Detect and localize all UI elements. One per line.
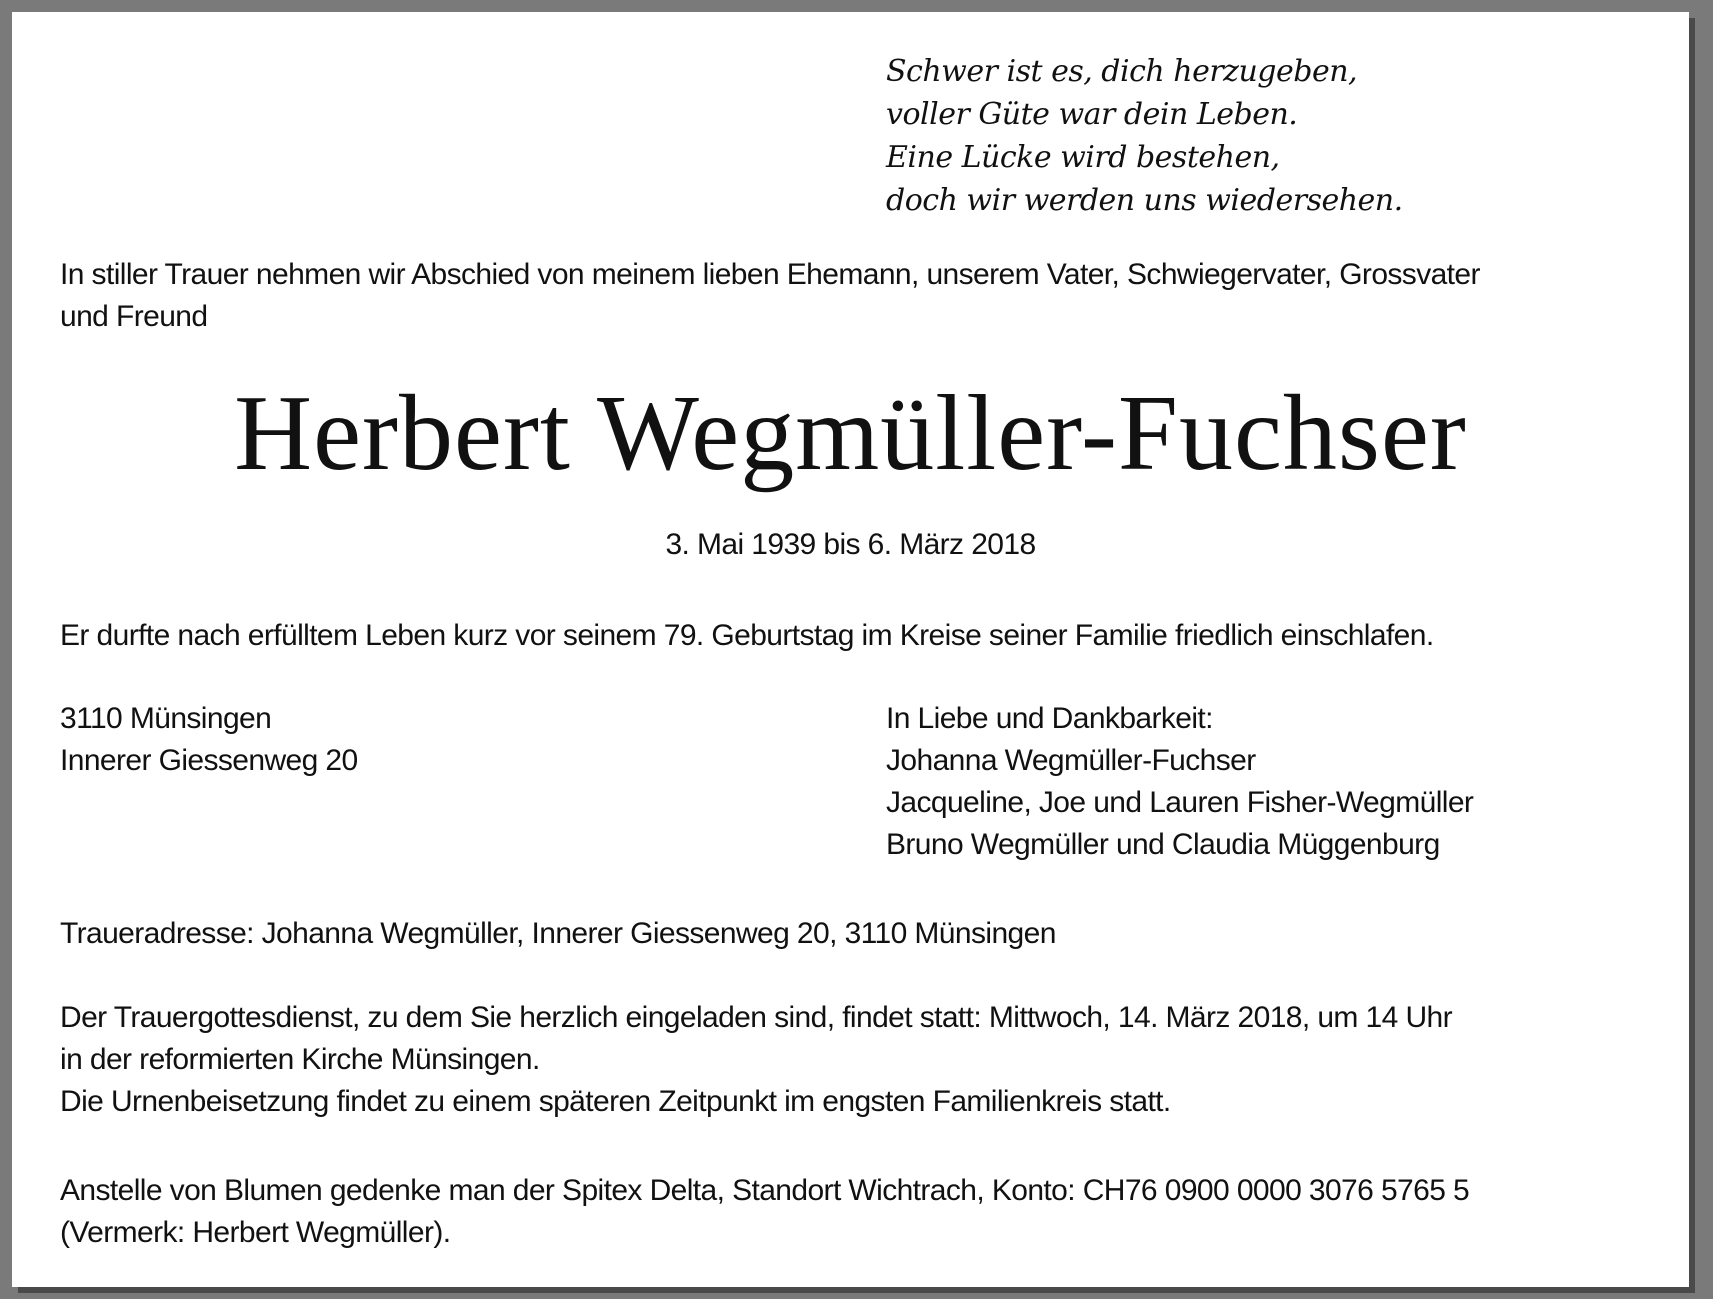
donation-line: (Vermerk: Herbert Wegmüller). bbox=[60, 1216, 451, 1249]
mourner-name: Jacqueline, Joe und Lauren Fisher-Wegmüller bbox=[886, 786, 1474, 819]
life-dates: 3. Mai 1939 bis 6. März 2018 bbox=[665, 528, 1036, 561]
service-line: Der Trauergottesdienst, zu dem Sie herzlich eingeladen sind, findet statt: Mittwoch, 14. März 2018, um 14 Uhr bbox=[60, 1001, 1453, 1034]
service-info bbox=[60, 997, 1452, 1123]
poem-line: Eine Lücke wird bestehen, bbox=[886, 140, 1280, 175]
donation-info bbox=[60, 1170, 1469, 1254]
mourner-name: Bruno Wegmüller und Claudia Müggenburg bbox=[886, 828, 1440, 861]
service-line: in der reformierten Kirche Münsingen. bbox=[60, 1043, 540, 1076]
mourner-name: Johanna Wegmüller-Fuchser bbox=[886, 744, 1256, 777]
mourning-address: Traueradresse: Johanna Wegmüller, Innerer Giessenweg 20, 3110 Münsingen bbox=[60, 917, 1056, 950]
service-line: Die Urnenbeisetzung findet zu einem späteren Zeitpunkt im engsten Familienkreis statt. bbox=[60, 1085, 1171, 1118]
poem-line: voller Güte war dein Leben. bbox=[886, 97, 1298, 132]
statement: Er durfte nach erfülltem Leben kurz vor seinem 79. Geburtstag im Kreise seiner Familie friedlich einschlafen. bbox=[60, 619, 1434, 652]
mourners-list bbox=[886, 698, 1473, 866]
donation-line: Anstelle von Blumen gedenke man der Spitex Delta, Standort Wichtrach, Konto: CH76 0900 0000 3076 5765 5 bbox=[60, 1174, 1470, 1207]
poem-line: Schwer ist es, dich herzugeben, bbox=[886, 54, 1358, 89]
address-line: 3110 Münsingen bbox=[60, 702, 272, 735]
deceased-name: Herbert Wegmüller-Fuchser bbox=[234, 374, 1467, 493]
intro-line: In stiller Trauer nehmen wir Abschied von meinem lieben Ehemann, unserem Vater, Schwiegervater, Grossvater bbox=[60, 258, 1480, 291]
intro-line: und Freund bbox=[60, 300, 208, 333]
intro-text bbox=[60, 254, 1480, 338]
home-address bbox=[60, 698, 358, 782]
poem-line: doch wir werden uns wiedersehen. bbox=[886, 183, 1403, 218]
mourners-heading: In Liebe und Dankbarkeit: bbox=[886, 702, 1213, 735]
poem bbox=[886, 50, 1403, 222]
address-line: Innerer Giessenweg 20 bbox=[60, 744, 358, 777]
obituary-notice bbox=[12, 12, 1689, 1287]
